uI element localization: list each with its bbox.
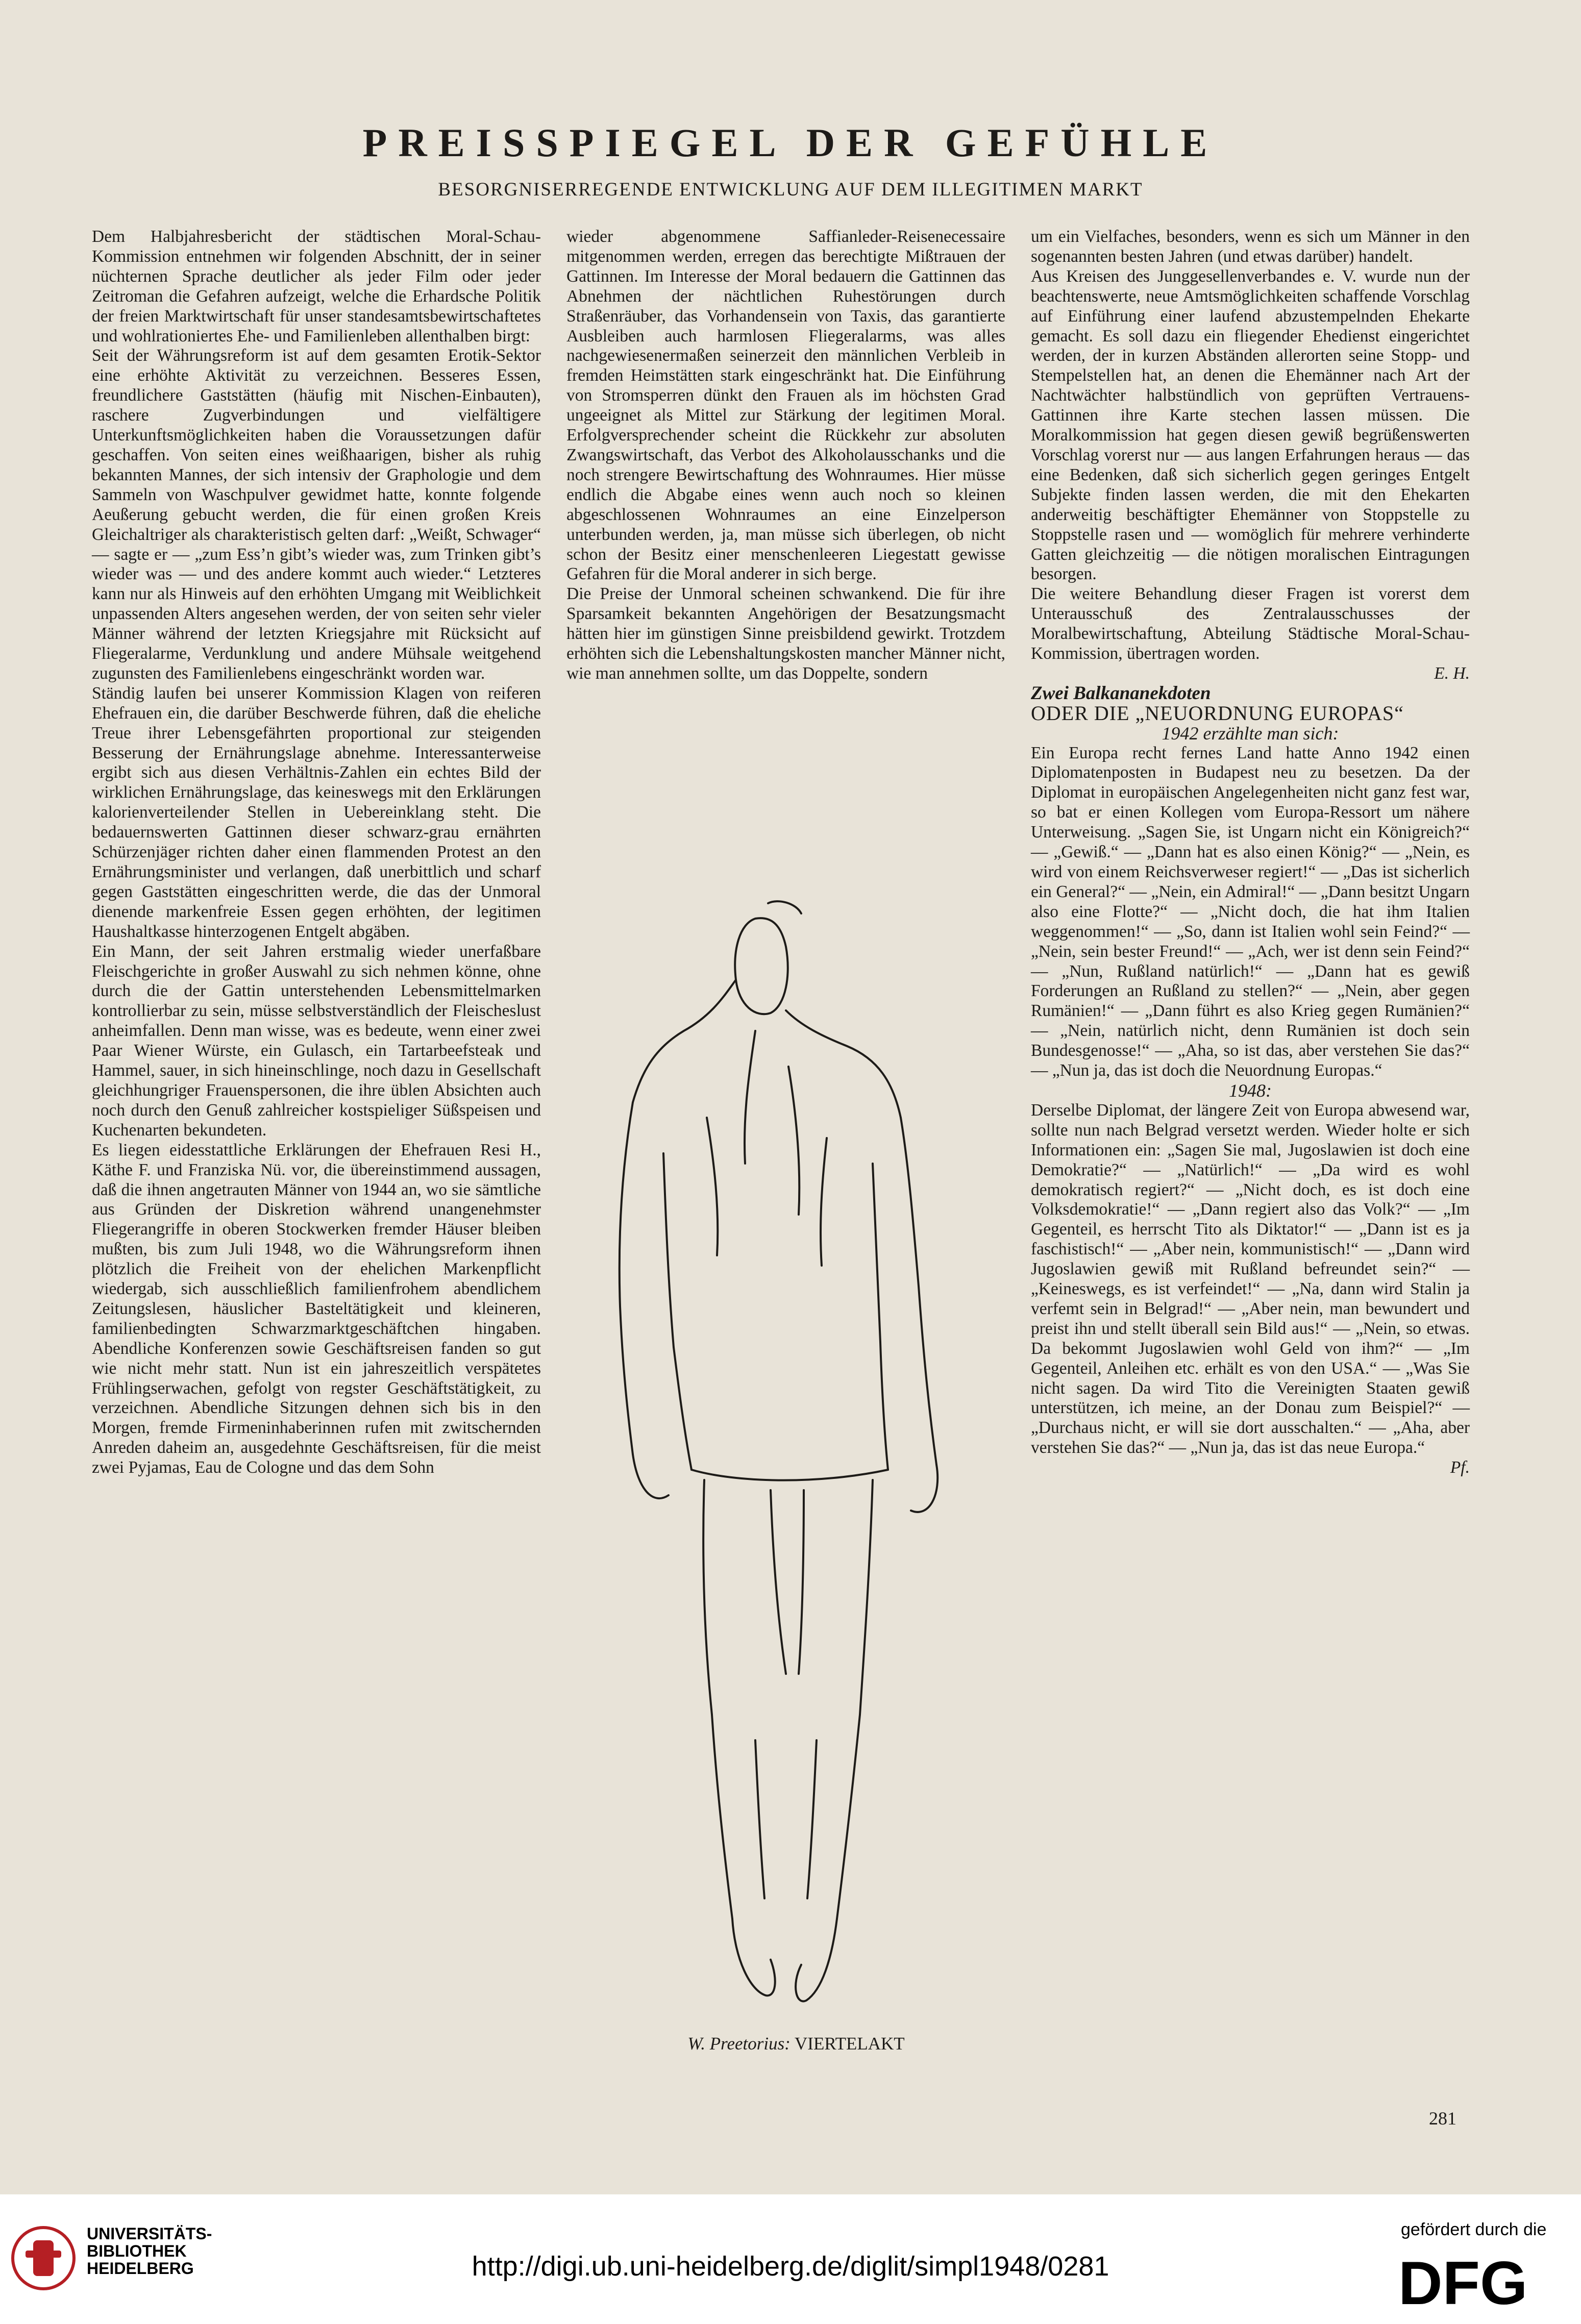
funding-note: gefördert durch die: [1401, 2220, 1547, 2239]
digitization-footer: [0, 2194, 1581, 2324]
illustration-caption: [577, 2034, 1016, 2054]
author-initials: E. H.: [1434, 663, 1470, 683]
anecdote-1942-heading: 1942 erzählte man sich:: [1162, 723, 1339, 744]
column-1-paragraph: Ständig laufen bei unserer Kommission Klagen von reiferen Ehefrauen ein, die darüber Beschwerde führen, daß die eheliche Treue ihrer Lebensgefährten proportional zur steigenden Besserung der Ernährungslage abnehme. Interessanterweise ergibt sich aus diesen Verhältnis-Zahlen ein echtes Bild der wirklichen Ernährungslage, das keineswegs mit den Erklärungen kalorienverteilender Stellen in Uebereinklang steht. Die bedauernswerten Gattinnen dieser schwarz-grau ernährten Schürzenjäger richten daher einen flammenden Protest an den Ernährungsminister und verlangen, daß unerbittlich und scharf gegen Gaststätten eingeschritten werde, die das der Unmoral dienende markenfreie Essen gegen erhöhten, der legitimen Haushaltkasse hinterzogenen Entgelt abgäben.: [92, 683, 541, 941]
column-3: [1031, 227, 1470, 1478]
column-1-paragraph: Dem Halbjahresbericht der städtischen Moral-Schau-Kommission entnehmen wir folgenden Abschnitt, der in seiner nüchternen Sprache deutlicher als jeder Film oder jeder Zeitroman die Gefahren aufzeigt, welche die Erhardsche Politik der freien Marktwirtschaft für unser standesamtsbewirtschaftetes und wohlrationiertes Ehe- und Familienleben allenthalben birgt:: [92, 227, 541, 345]
column-1-paragraph: Es liegen eidesstattliche Erklärungen der Ehefrauen Resi H., Käthe F. und Franziska Nü. vor, die übereinstimmend aussagen, daß die ihnen angetrauten Männer von 1944 an, wo sie sämtliche aus Gründen der Diskretion während unangenehmster Fliegerangriffe in oberen Stockwerken fremder Häuser bleiben mußten, bis zum Juli 1948, wo die Währungsreform ihnen plötzlich die Freiheit von der ehelichen Markenpflicht wiedergab, sich ausschließlich familienfrohem abendlichem Zeitungslesen, häuslicher Basteltätigkeit und kleineren, familienbedingten Schwarzmarktgeschäftchen hingaben. Abendliche Konferenzen sowie Geschäftsreisen fanden so gut wie nicht mehr statt. Nun ist ein jahreszeitlich verspätetes Frühlingserwachen, gefolgt von regster Geschäftstätigkeit, zu verzeichnen. Abendliche Sitzungen dehnen sich bis in den Morgen, fremde Firmeninhaberinnen rufen mit zwitschernden Anreden daheim an, ausgedehnte Geschäftsreisen, für die meist zwei Pyjamas, Eau de Cologne und das dem Sohn: [92, 1140, 541, 1477]
column-3-paragraph: Derselbe Diplomat, der längere Zeit von Europa abwesend war, sollte nun nach Belgrad versetzt werden. Wieder holte er sich Informationen ein: „Sagen Sie mal, Jugoslawien ist doch eine Demokratie?“ — „Natürlich!“ — „Da wird es wohl demokratisch regiert?“ — „Nicht doch, es ist doch eine Volksdemokratie!“ — „Dann regiert also das Volk?“ — „Im Gegenteil, es herrscht Tito als Diktator!“ — „Dann ist es ja faschistisch!“ — „Aber nein, kommunistisch!“ — „Dann wird Jugoslawien gewiß mit Rußland befreundet sein?“ — „Keineswegs, es ist verfeindet!“ — „Na, dann wird Stalin ja verfemt sein in Belgrad!“ — „Aber nein, man bewundert und preist ihn und stellt überall sein Bild aus!“ — „Nein, so etwas. Da bekommt Jugoslawien wohl Geld von ihm?“ — „Im Gegenteil, Anleihen etc. erhält es von den USA.“ — „Was Sie nicht sagen. Da wird Tito die Vereinigten Staaten gewiß unterstützen, ich meine, an der Donau zum Beispiel?“ — „Durchaus nicht, er will sie dort ausschalten.“ — „Aha, aber verstehen Sie das?“ — „Nun ja, das ist das neue Europa.“: [1031, 1100, 1470, 1457]
dfg-logo-text: DFG: [1398, 2251, 1528, 2312]
column-3-paragraph: Ein Europa recht fernes Land hatte Anno 1942 einen Diplomatenposten in Budapest neu zu besetzen. Da der Diplomat in europäischen Angelegenheiten nicht ganz fest war, so bat er einen Kollegen vom Europa-Ressort um nähere Unterweisung. „Sagen Sie, ist Ungarn nicht ein Königreich?“ — „Gewiß.“ — „Dann hat es also einen König?“ — „Nein, es wird von einem Reichsverweser regiert!“ — „Das ist sicherlich ein General?“ — „Nein, ein Admiral!“ — „Dann besitzt Ungarn also eine Flotte?“ — „Nicht doch, die hat ihm Italien weggenommen!“ — „So, dann ist Italien wohl sein Feind?“ — „Nein, sein bester Freund!“ — „Ach, wer ist denn sein Feind?“ — „Nun, Rußland natürlich!“ — „Dann hat es gewiß Forderungen an Rußland zu stellen?“ — „Nein, aber gegen Rumänien!“ — „Dann führt es also Krieg gegen Rumänien?“ — „Nein, natürlich nicht, denn Rumänien ist doch sein Bundesgenosse!“ — „Aha, so ist das, aber verstehen Sie das?“ — „Nun ja, das ist doch die Neuordnung Europas.“: [1031, 743, 1470, 1080]
university-name-line: BIBLIOTHEK: [87, 2242, 187, 2260]
anecdote-subheading: ODER DIE „NEUORDNUNG EUROPAS“: [1031, 701, 1404, 725]
illustration-viertelakt: [602, 898, 990, 2026]
column-2: [566, 227, 1005, 684]
illustration-artist: W. Preetorius:: [687, 2034, 790, 2054]
page-number: 281: [1429, 2108, 1456, 2129]
column-3-paragraph: Aus Kreisen des Junggesellenverbandes e. V. wurde nun der beachtenswerte, neue Amtsmöglichkeiten schaffende Vorschlag auf Einführung einer laufend abzustempelnden Ehekarte gemacht. Es soll dazu ein fliegender Ehedienst eingerichtet werden, der in kurzen Abständen allerorten seine Stopp- und Stempelstellen hat, an denen die Ehemänner nach Art der Nachtwächter halbstündlich von geprüften Vertrauens-Gattinnen ihre Karte stechen lassen müssen. Die Moralkommission hat gegen diesen gewiß begrüßenswerten Vorschlag vorerst nur — aus langen Erfahrungen heraus — das eine Bedenken, daß sich sicherlich gegen geringes Entgelt Subjekte finden lassen werden, die mit den Ehekarten anderweitig beschäftigter Ehemänner von Stoppstelle zu Stoppstelle rasen und — womöglich für mehrere verhinderte Gatten gleichzeitig — die nötigen moralischen Eintragungen besorgen.: [1031, 266, 1470, 584]
article-subtitle: BESORGNISERREGENDE ENTWICKLUNG AUF DEM ILLEGITIMEN MARKT: [438, 179, 1143, 200]
source-url-link[interactable]: http://digi.ub.uni-heidelberg.de/diglit/simpl1948/0281: [472, 2251, 1109, 2282]
column-3-paragraph: um ein Vielfaches, besonders, wenn es sich um Männer in den sogenannten besten Jahren (und etwas darüber) handelt.: [1031, 227, 1470, 266]
column-1: [92, 227, 541, 1478]
column-1-paragraph: Seit der Währungsreform ist auf dem gesamten Erotik-Sektor eine erhöhte Aktivität zu verzeichnen. Besseres Essen, freundlichere Gaststätten (häufig mit Nischen-Einbauten), raschere Zugverbindungen und vielfältigere Unterkunftsmöglichkeiten haben die Voraussetzungen dafür geschaffen. Von seiten eines weißhaarigen, bisher als ruhig bekannten Mannes, der sich intensiv der Graphologie und dem Sammeln von Waschpulver gewidmet hatte, konnte folgende Aeußerung gebucht werden, die für einen großen Kreis Gleichaltriger als charakteristisch gelten darf: „Weißt, Schwager“ — sagte er — „zum Ess’n gibt’s wieder was, zum Trinken gibt’s wieder was — und des andere kommt auch wieder.“ Letzteres kann nur als Hinweis auf den erhöhten Umgang mit Weiblichkeit unpassenden Alters angesehen werden, der von seiten sehr vieler Männer während der letzten Kriegsjahre mit Rücksicht auf Fliegeralarme, Verdunklung und andere Mühsale weitgehend zugunsten des Familienlebens eingeschränkt worden war.: [92, 346, 541, 683]
university-name-line: HEIDELBERG: [87, 2259, 194, 2278]
column-1-paragraph: Ein Mann, der seit Jahren erstmalig wieder unerfaßbare Fleischgerichte in großer Auswahl zu sich nehmen könne, ohne durch die der Gattin unterstehenden Lebensmittelmarken kontrollierbar zu sein, müsse selbstverständlich der Fleischeslust anheimfallen. Denn man wisse, was es bedeute, wenn einer zwei Paar Wiener Würste, ein Gulasch, ein Tartarbeefsteak und Hammel, sauer, in sich hineinschlinge, noch dazu in Gesellschaft gleichhungriger Frauenspersonen, die ihre üblen Absichten auch noch durch den Genuß zahlreicher kostspieliger Süßspeisen und Kuchenarten bekundeten.: [92, 942, 541, 1140]
column-2-paragraph: wieder abgenommene Saffianleder-Reisenecessaire mitgenommen werden, erregen das berechtigte Mißtrauen der Gattinnen. Im Interesse der Moral bedauern die Gattinnen das Abnehmen der nächtlichen Ruhestörungen durch Straßenräuber, das Vorhandensein von Taxis, das garantierte Ausbleiben auch harmlosen Fliegeralarms, was alles nachgewiesenermaßen seinerzeit den männlichen Verbleib in fremden Heimstätten stark eingeschränkt hat. Die Einführung von Stromsperren dünkt den Frauen als im höchsten Grad ungeeignet als Mittel zur Stärkung der legitimen Moral. Erfolgversprechender scheint die Rückkehr zur absoluten Zwangswirtschaft, das Verbot des Alkoholausschanks und die noch strengere Bewirtschaftung des Wohnraumes. Hier müsse endlich die Abgabe eines wenn auch noch so kleinen abgeschlossenen Wohnraumes an eine Einzelperson unterbunden werden, ja, man müsse sich überlegen, ob nicht schon der Besitz einer menschenleeren Liegestatt gewisse Gefahren für die Moral anderer in sich berge.: [566, 227, 1005, 584]
column-2-paragraph: Die Preise der Unmoral scheinen schwankend. Die für ihre Sparsamkeit bekannten Angehörigen der Besatzungsmacht hätten hier im günstigen Sinne preisbildend gewirkt. Trotzdem erhöhten sich die Lebenshaltungskosten mancher Männer nicht, wie man annehmen sollte, um das Doppelte, sondern: [566, 584, 1005, 683]
university-name-line: UNIVERSITÄTS-: [87, 2224, 212, 2243]
author-signature: Pf.: [1450, 1458, 1470, 1477]
anecdote-heading: Zwei Balkananekdoten: [1031, 682, 1211, 704]
illustration-title: VIERTELAKT: [795, 2034, 905, 2054]
column-3-paragraph: Die weitere Behandlung dieser Fragen ist vorerst dem Unterausschuß des Zentralausschusses der Moralbewirtschaftung, Abteilung Städtische Moral-Schau-Kommission, übertragen worden.: [1031, 584, 1470, 663]
anecdote-1948-heading: 1948:: [1229, 1080, 1272, 1101]
dfg-logo-icon: [1398, 2251, 1562, 2312]
article-title: PREISSPIEGEL DER GEFÜHLE: [362, 120, 1219, 165]
